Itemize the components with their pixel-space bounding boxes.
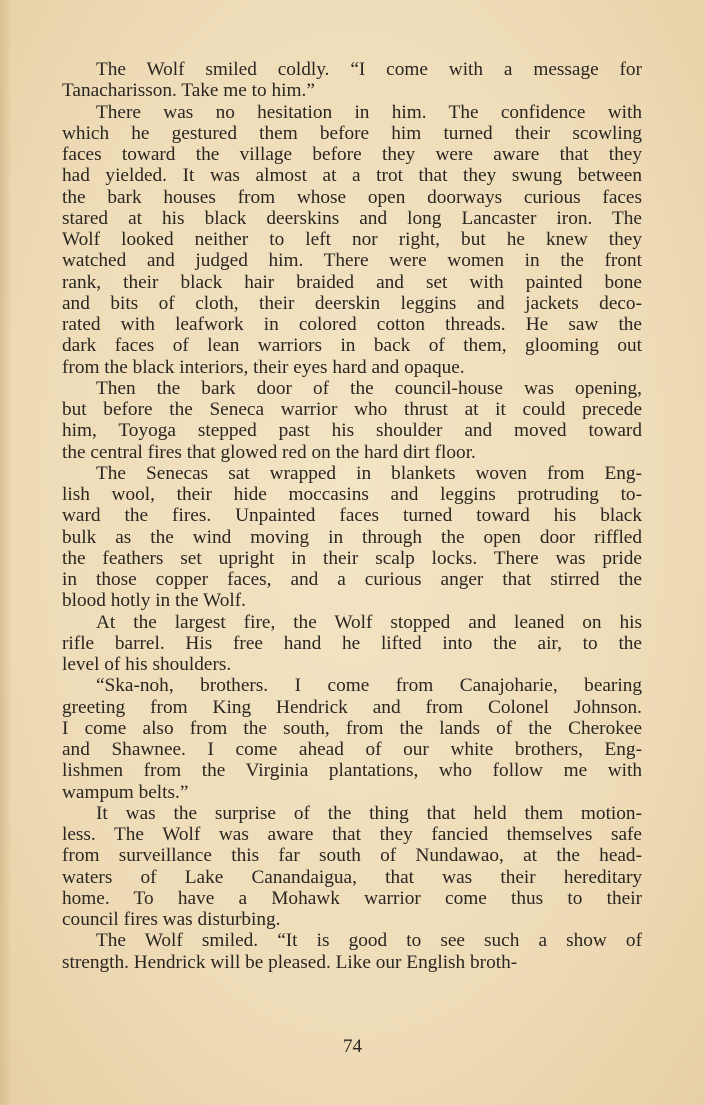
text-line: The Wolf smiled coldly. “I come with a message for <box>96 59 642 80</box>
text-line: home. To have a Mohawk warrior come thus to their <box>62 887 642 909</box>
text-line: which he gestured them before him turned their scowling <box>62 122 642 144</box>
text-line: the feathers set upright in their scalp locks. There was pride <box>62 547 642 569</box>
text-line: greeting from King Hendrick and from Colonel Johnson. <box>62 696 642 718</box>
text-line: rank, their black hair braided and set with painted bone <box>62 271 642 293</box>
text-line: strength. Hendrick will be pleased. Like our English broth- <box>62 951 518 973</box>
text-line: level of his shoulders. <box>62 654 232 675</box>
text-line: It was the surprise of the thing that held them motion- <box>96 802 642 824</box>
body-text <box>62 59 642 973</box>
paragraph <box>62 675 642 803</box>
text-line: in those copper faces, and a curious anger that stirred the <box>62 569 642 590</box>
text-line: The Wolf smiled. “It is good to see such a show of <box>96 930 642 952</box>
text-line: ward the fires. Unpainted faces turned toward his black <box>62 505 642 527</box>
text-line: waters of Lake Canandaigua, that was their hereditary <box>62 866 642 888</box>
text-line: lishmen from the Virginia plantations, who follow me with <box>62 760 642 782</box>
paragraph <box>62 378 642 463</box>
text-line: “Ska-noh, brothers. I come from Canajoharie, bearing <box>96 675 642 697</box>
text-line: The Senecas sat wrapped in blankets woven from Eng- <box>96 462 642 484</box>
text-line: Then the bark door of the council-house was opening, <box>96 377 642 399</box>
text-line: rated with leafwork in colored cotton threads. He saw the <box>62 314 642 335</box>
paragraph <box>62 803 642 931</box>
text-line: and bits of cloth, their deerskin leggins and jackets deco- <box>62 292 642 314</box>
page-number: 74 <box>343 1036 362 1057</box>
text-line: council fires was disturbing. <box>62 909 281 930</box>
text-line: blood hotly in the Wolf. <box>62 590 246 612</box>
text-line: lish wool, their hide moccasins and leggins protruding to- <box>62 484 642 505</box>
paragraph <box>62 612 642 676</box>
paragraph <box>62 930 642 973</box>
text-line: the bark houses from whose open doorways curious faces <box>62 186 642 208</box>
text-line: him, Toyoga stepped past his shoulder and moved toward <box>62 420 642 442</box>
text-line: watched and judged him. There were women in the front <box>62 250 642 272</box>
text-line: wampum belts.” <box>62 781 189 803</box>
paragraph <box>62 463 642 612</box>
paragraph <box>62 59 642 102</box>
paragraph <box>62 102 642 378</box>
text-line: from the black interiors, their eyes hard and opaque. <box>62 356 465 378</box>
text-line: dark faces of lean warriors in back of them, glooming out <box>62 335 642 357</box>
text-line: There was no hesitation in him. The confidence with <box>96 101 642 123</box>
text-line: had yielded. It was almost at a trot that they swung between <box>62 165 642 187</box>
text-line: stared at his black deerskins and long Lancaster iron. The <box>62 207 642 229</box>
text-line: Tanacharisson. Take me to him.” <box>62 80 315 102</box>
text-line: rifle barrel. His free hand he lifted into the air, to the <box>62 632 642 654</box>
text-line: and Shawnee. I come ahead of our white brothers, Eng- <box>62 739 642 760</box>
page-edge-shadow <box>0 0 12 1105</box>
text-line: from surveillance this far south of Nundawao, at the head- <box>62 845 642 867</box>
text-line: but before the Seneca warrior who thrust at it could precede <box>62 399 642 420</box>
text-line: bulk as the wind moving in through the open door riffled <box>62 526 642 548</box>
text-line: I come also from the south, from the lands of the Cherokee <box>62 717 642 739</box>
text-line: At the largest fire, the Wolf stopped and leaned on his <box>96 611 642 633</box>
text-line: the central fires that glowed red on the hard dirt floor. <box>62 441 476 463</box>
text-line: Wolf looked neither to left nor right, but he knew they <box>62 229 642 250</box>
text-line: faces toward the village before they were aware that they <box>62 144 642 165</box>
text-line: less. The Wolf was aware that they fancied themselves safe <box>62 824 642 845</box>
